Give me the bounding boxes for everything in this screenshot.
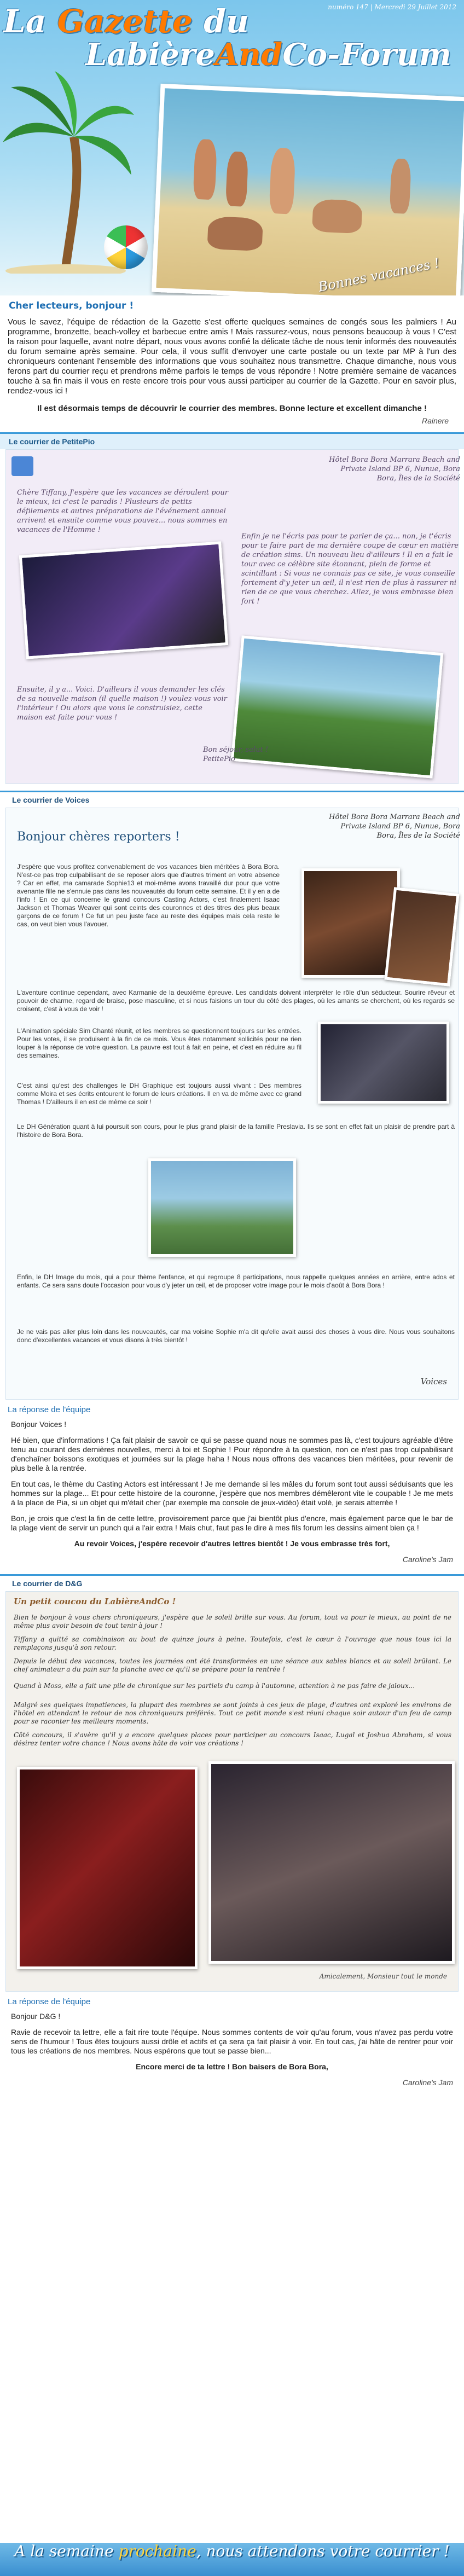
letter2-p7: Je ne vais pas aller plus loin dans les nouveautés, car ma voisine Sophie m'a dit qu'elle avait aussi des choses à vous dire. Nous vous souhaitons donc d'excellentes vacances et vous disons à très bientôt !	[17, 1328, 455, 1344]
sim-figure	[390, 158, 411, 213]
letter1-title: Le courrier de PetitePio	[0, 432, 464, 449]
logo-part-3: du	[193, 3, 249, 40]
letter2-p6: Enfin, le DH Image du mois, qui a pour thème l'enfance, et qui regroupe 8 participations, nous rappelle quelques années en arrière, entre ados et enfants. Ce sera sans doute l'occasion pour vous d'y jeter un œil, et de proposer votre image pour le mois d'août à Bora Bora !	[17, 1273, 455, 1289]
reply1-p1: Hé bien, que d'informations ! Ça fait plaisir de savoir ce qui se passe quand nous ne sommes pas là, c'est toujours agréable d'être tenu au courant des dernières nouvelles, merci à toi et Sophie ! Pour répondre à ta question, non ce n'est pas trop culpabilisant d'enchaîner boissons exotiques et journées sur la plage haha ! Nous nous offrons des vacances bien méritées, pour revenir de plus belle à la rentrée.	[11, 1436, 453, 1472]
letter2-p1: J'espère que vous profitez convenablement de vos vacances bien méritées à Bora Bora. N'est-ce pas trop culpabilisant de se reposer alors que d'autres triment en votre absence ? Car en effet, ma camarade Sophie13 et moi-même avons travaillé dur pour que votre avenante fille ne s'ennuie pas dans les nouveautés du forum cette semaine. Et il y en a de l'info ! En ce qui concerne le grand concours Casting Actors, c'est finalement Isaac Jackson et Thomas Weaver qui sont ceints des couronnes et des titres des plus beaux garçons de ce forum ! Ce fut un peu juste face au reste des équipes mais cela reste le cas, on veut bien vous l'avouer.	[17, 863, 280, 928]
sim-figure	[193, 139, 217, 200]
letter1-photo-rug	[19, 541, 228, 659]
footer-part-2: prochaine	[118, 2542, 196, 2560]
logo-part-2: Gazette	[57, 3, 193, 40]
logo-part-4: Labière	[85, 37, 215, 73]
sim-figure	[269, 148, 295, 214]
letter3-caption: Amicalement, Monsieur tout le monde	[319, 1972, 447, 1980]
letter3-card	[5, 1591, 459, 1992]
letter3-p1: Bien le bonjour à vous chers chroniqueurs, j'espère que le soleil brille sur vous. Au forum, tout va pour le mieux, au point de ne même plus avoir besoin de tout tenir à jour !	[14, 1614, 451, 1629]
intro-section	[0, 295, 464, 426]
reply2-signature: Caroline's Jam	[402, 2078, 453, 2087]
letter2-title: Le courrier de Voices	[0, 791, 464, 808]
gazette-logo	[3, 4, 451, 71]
letter2-photo-2	[384, 887, 459, 987]
letter3-p6: Côté concours, il s'avère qu'il y a encore quelques places pour participer au concours Isaac, Lugal et Joshua Abraham, si vous désirez tenter votre chance ! Nous avons hâte de voir vos créations !	[14, 1731, 451, 1747]
letter1-text-left: Chère Tiffany, J'espère que les vacances se déroulent pour le mieux, ici c'est le paradis ! Plusieurs de petits défilements et autres préparations de l'événement annuel arrivent et ensuite comme vous pouvez... nous sommes en vacances de l'Homme !	[17, 489, 228, 534]
intro-signature: Rainere	[421, 416, 449, 425]
reply1-head: La réponse de l'équipe	[8, 1405, 91, 1414]
letter3-p4: Quand à Moss, elle a fait une pile de chronique sur les partiels du camp à l'automne, attention à ne pas faire de jaloux...	[14, 1682, 415, 1690]
beach-ball	[104, 225, 148, 269]
letter1-text-bottom: Ensuite, il y a... Voici. D'ailleurs il vous demander les clés de sa nouvelle maison (il quelle maison !) voulez-vous voir l'intérieur ! Ou alors que vous le construisiez, cette maison est faite pour vous !	[17, 686, 227, 722]
letter1-text-right: Enfin je ne l'écris pas pour te parler de ça... non, je t'écris pour te faire part de ma dernière coupe de cœur en matière de création sims. Un nouveau lieu d'ailleurs ! Il en a fait le tour avec ce célèbre site étonnant, plein de forme et scintillant : Si vous ne connais pas ce site, je vous conseille fortement d'y jeter un œil, il n'est rien de plus à rassurer ni rien de ce que vous cherchez. Allez, je vous embrasse bien fort !	[241, 532, 459, 606]
letter2-card	[5, 808, 459, 1400]
intro-body: Vous le savez, l'équipe de rédaction de la Gazette s'est offerte quelques semaines de congés sous les palmiers ! Au programme, bronzette, beach-volley et barbecue entre amis ! Mais rassurez-vous, nous pensons beaucoup à vous ! C'est la raison pour laquelle, avant notre départ, nous vous avons confié la délicate tâche de nous tenir informés des nouveautés du forum semaine après semaine. Pour cela, il vous suffit d'envoyer une carte postale ou un texte par MP à l'un des chroniqueurs contenant l'ensemble des informations que vous souhaitez nous transmettre. Chaque dimanche, nous vous ferons part du courrier reçu et prendrons même parfois le temps de vous répondre ! Notre première semaine de vacances touche à sa fin mais il vous en reste encore trois pour vous aussi participer au courrier de la Gazette. Pour en savoir plus, rendez-vous ici !	[8, 317, 456, 396]
letter2-greeting: Bonjour chères reporters !	[17, 830, 180, 844]
letter2-p3: L'Animation spéciale Sim Chanté réunit, et les membres se questionnent toujours sur les entrées. Pour les votes, il se produisent à la fin de ce mois. Vous êtes notamment sollicités pour ne rien louper à la réponse de votre question. La pauvre est tout à fait en peine, et c'est en réduire au fil des semaines.	[17, 1027, 301, 1059]
reply1-closing: Au revoir Voices, j'espère recevoir d'autres lettres bientôt ! Je vous embrasse très fort,	[74, 1539, 390, 1548]
letter2-photo-house	[148, 1158, 296, 1257]
logo-part-6: Co-Forum	[282, 37, 451, 73]
letter2-signature: Voices	[420, 1377, 447, 1386]
nyan-cat-icon	[11, 456, 33, 476]
beach-photo	[152, 84, 464, 295]
reply1-greeting: Bonjour Voices !	[11, 1420, 67, 1429]
letter3-photo-1	[17, 1767, 198, 1969]
reply2-greeting: Bonjour D&G !	[11, 2012, 61, 2021]
letter2-address: Hôtel Bora Bora Marrara Beach and Private Island BP 6, Nunue, Bora Bora, Îles de la Société	[329, 813, 460, 840]
letter1-address: Hôtel Bora Bora Marrara Beach and Private Island BP 6, Nunue, Bora Bora, Îles de la Société	[329, 456, 460, 483]
letter3-p2: Tiffany a quitté sa combinaison au bout de quinze jours à peine. Toutefois, c'est le cœur à l'ouvrage que nous tous ici la remplaçons jusqu'à son retour.	[14, 1635, 451, 1651]
logo-part-1: La	[3, 3, 57, 40]
sim-figure	[225, 151, 248, 207]
footer-part-1: A la semaine	[14, 2542, 119, 2560]
reply1-p2: En tout cas, le thème du Casting Actors est intéressant ! Je me demande si les mâles du forum sont tout aussi séduisants que les hommes sur la plage... Et pour cette histoire de la couronne, j'espère que nos membres démêleront vite le coupable ! Je me mets à la place de Pia, si un objet qui m'était cher (par exemple ma console de jeux-vidéo) était volé, je serais atterrée !	[11, 1480, 453, 1507]
reply2-p1: Ravie de recevoir ta lettre, elle a fait rire toute l'équipe. Nous sommes contents de voir qu'au forum, vous n'avez pas perdu votre sens de l'humour ! Tous êtes toujours aussi drôle et actifs et ça sera ça fait plaisir à voir. En tout cas, j'ai hâte de rentrer pour voir tous les créations de nos membres. Nous espérons que tout se passe bien...	[11, 2028, 453, 2055]
issue-date: numéro 147 | Mercredi 29 Juillet 2012	[328, 3, 456, 11]
letter2-p2: L'aventure continue cependant, avec Karmanie de la deuxième épreuve. Les candidats doivent interpréter le rôle d'un séducteur. Sourire rêveur et pouvoir de charme, regard de braise, pose masculine, et si nous faisions un tour du côté des plages, où les amants se cherchent, où les regards se croisent, c'est à vous de voir !	[17, 989, 455, 1013]
letter2-photo-3	[318, 1022, 449, 1104]
reply2-section	[0, 2009, 464, 2091]
sim-figure	[207, 216, 263, 251]
letter2-photo-1	[301, 868, 400, 978]
reply1-section	[0, 1417, 464, 1568]
vacation-stamp: Bonnes vacances !	[316, 255, 441, 295]
intro-greeting: Cher lecteurs, bonjour !	[9, 300, 134, 311]
letter3-title: Le courrier de D&G	[0, 1574, 464, 1591]
reply2-head: La réponse de l'équipe	[8, 1997, 91, 2006]
gazette-header	[0, 0, 464, 295]
footer-part-3: , nous attendons votre courrier !	[196, 2542, 450, 2560]
letter2-p5: Le DH Génération quant à lui poursuit son cours, pour le plus grand plaisir de la famille Preslavia. Ils se sont en effet fait un plaisir de prendre part à l'histoire de Bora Bora.	[17, 1123, 455, 1139]
letter1-signoff: Bon séjour, salut ! PetitePio	[203, 746, 269, 763]
sim-figure	[312, 199, 363, 234]
letter1-card	[5, 449, 459, 784]
letter2-p4: C'est ainsi qu'est des challenges le DH Graphique est toujours aussi vivant : Des membres comme Moira et ses écrits entourent le forum de leurs créations. Il en va de même avec ce grand Thomas ! D'ailleurs il en est de même ce soir !	[17, 1082, 301, 1106]
letter3-p5: Malgré ses quelques impatiences, la plupart des membres se sont joints à ces jeux de plage, d'autres ont exploré les environs de l'hôtel en attendant le retour de nos chroniqueurs préférés. Tout ce petit monde s'est réuni chaque soir autour d'un feu de camp pour se raconter les meilleurs moments.	[14, 1701, 451, 1725]
intro-closing: Il est désormais temps de découvrir le courrier des membres. Bonne lecture et excellent dimanche !	[37, 404, 427, 413]
footer-banner	[0, 2543, 464, 2576]
logo-part-5: And	[214, 37, 283, 73]
reply2-closing: Encore merci de ta lettre ! Bon baisers de Bora Bora,	[136, 2062, 328, 2071]
letter3-p3: Depuis le début des vacances, toutes les journées ont été transformées en une séance aux sables blancs et au soleil brûlant. Le chef animateur a du pain sur la planche avec ce qu'il se prépare pour la rentrée !	[14, 1657, 451, 1673]
reply1-p3: Bon, je crois que c'est la fin de cette lettre, provisoirement parce que j'ai bientôt plus d'encre, mais également parce que le bar de la plage vient de servir un punch qui a l'air extra ! Mais chut, faut pas le dire à mes fils forum les dessins aiment bien ça !	[11, 1514, 453, 1532]
letter3-headline: Un petit coucou du LabièreAndCo !	[14, 1597, 176, 1606]
reply1-signature: Caroline's Jam	[402, 1555, 453, 1564]
letter3-photo-2	[208, 1761, 455, 1964]
